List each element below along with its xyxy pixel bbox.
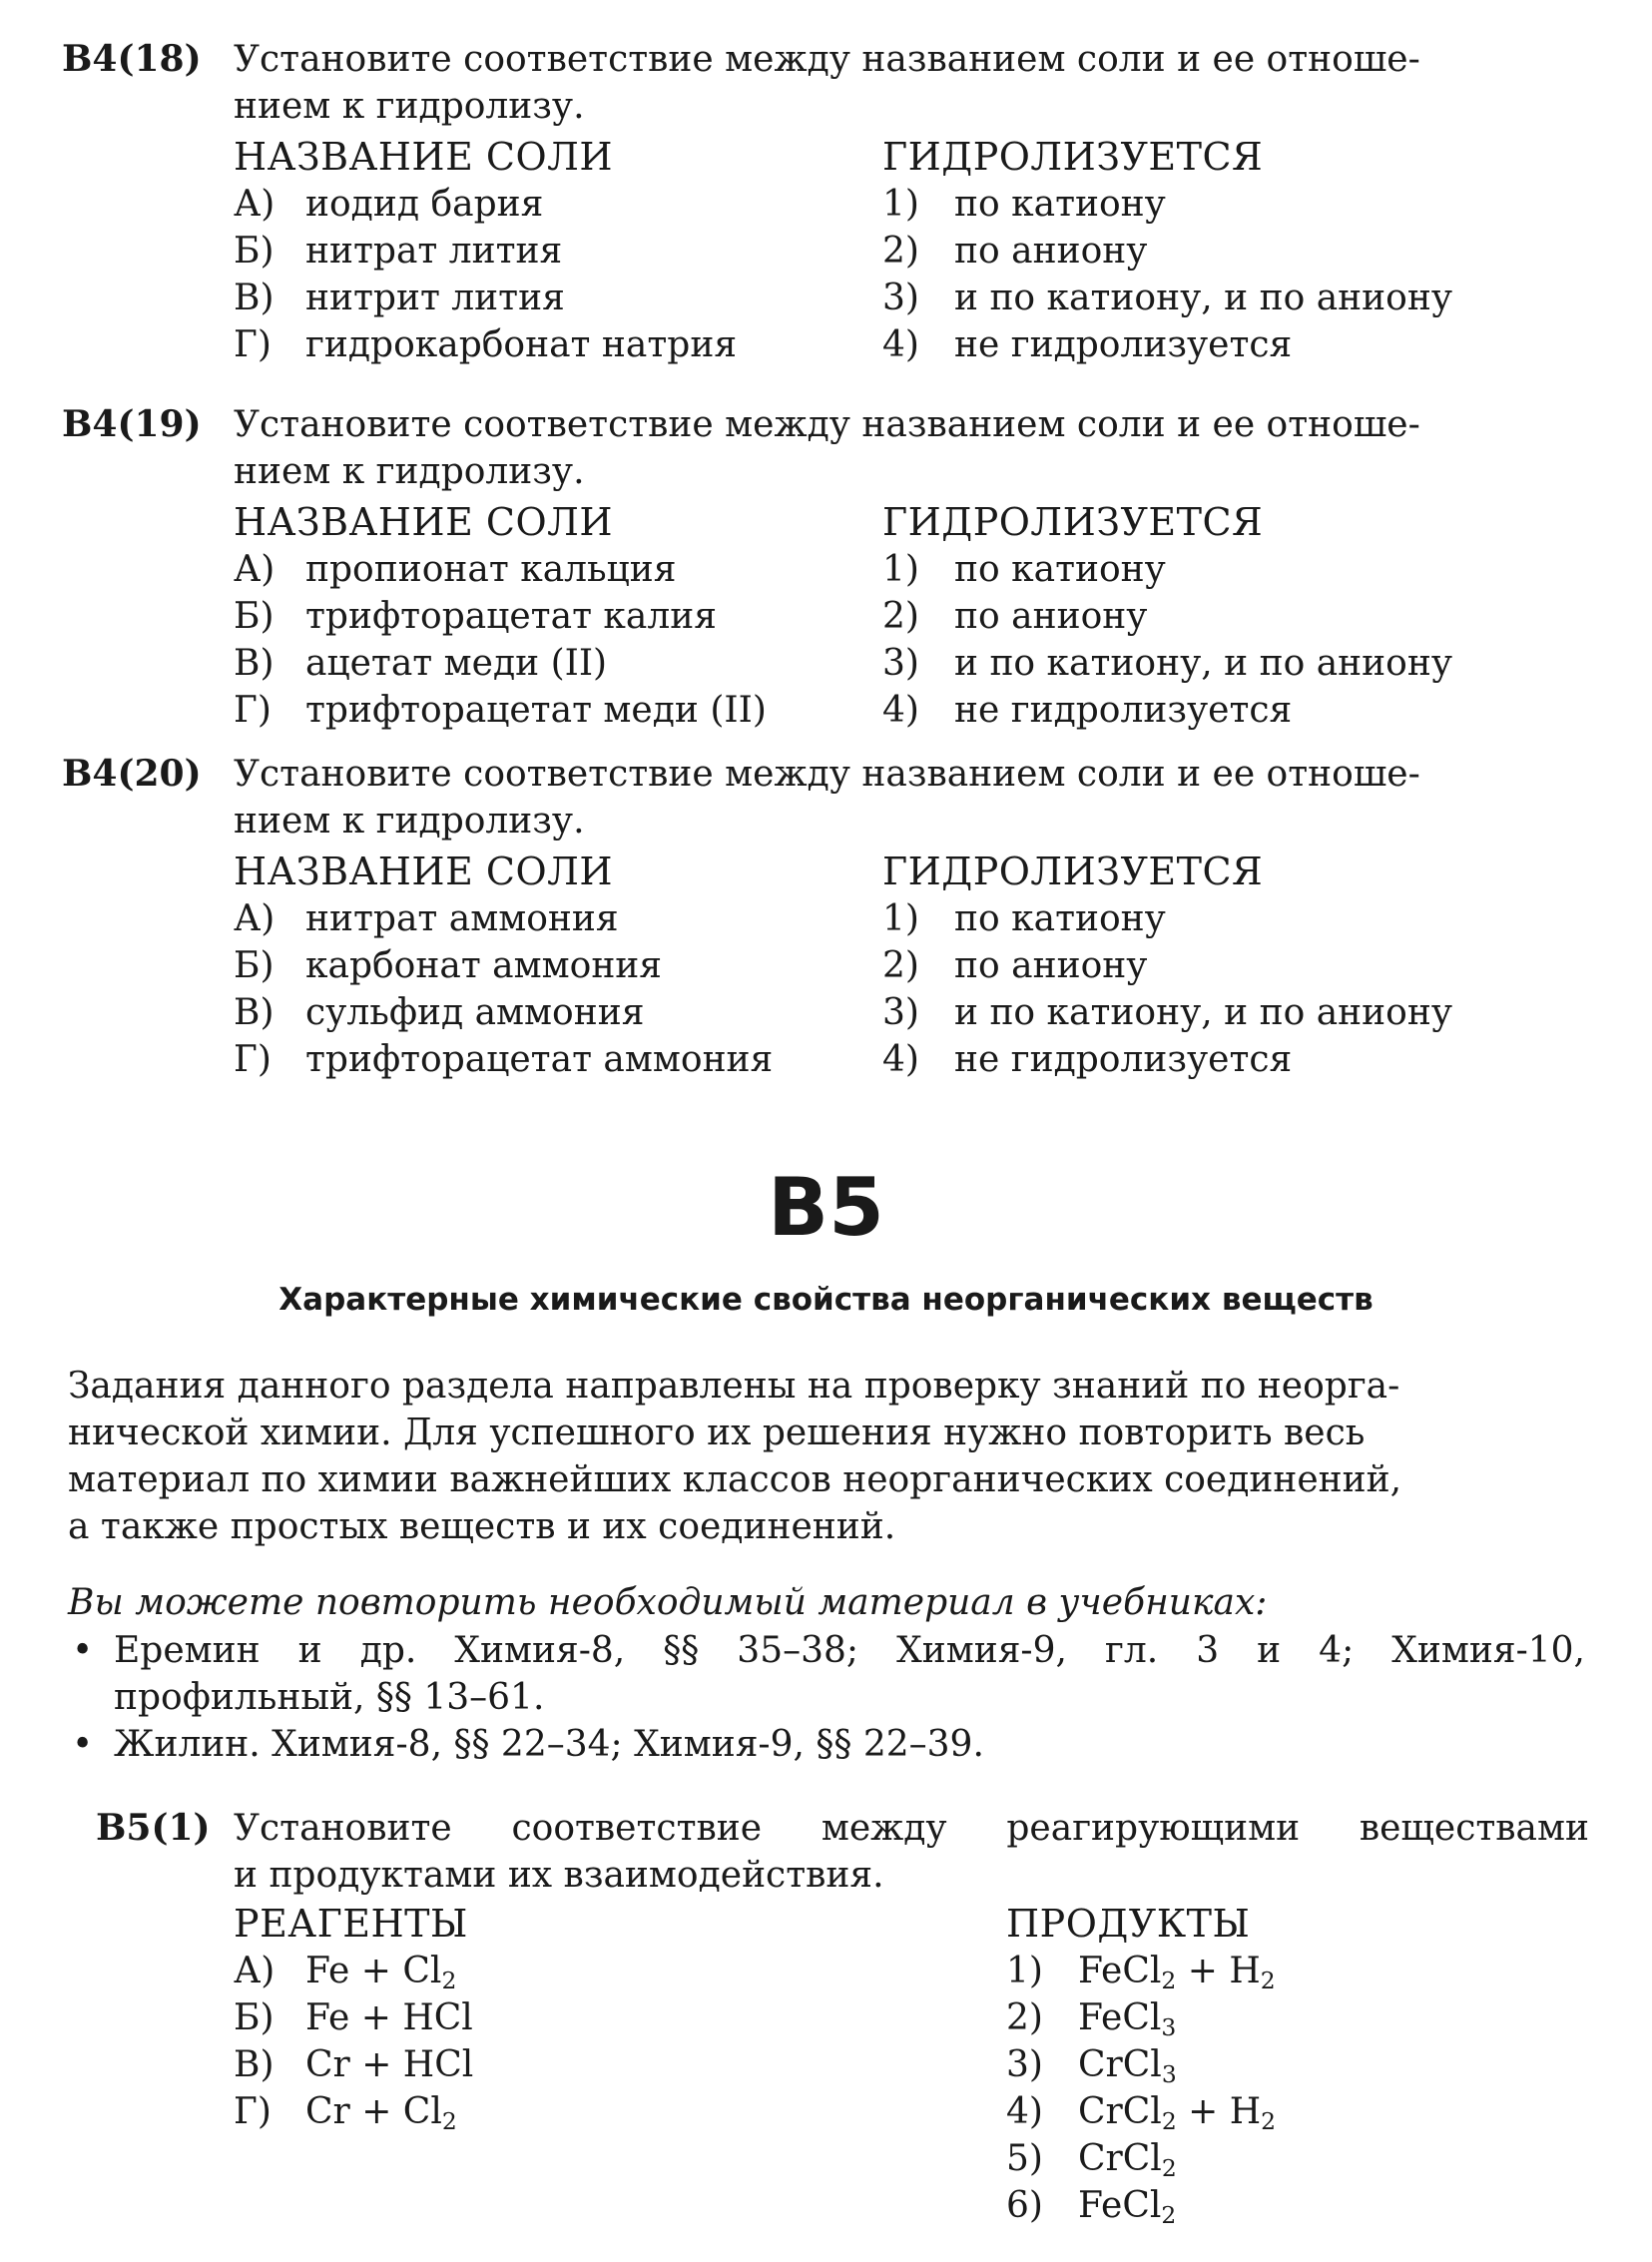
product-item: 4) CrCl$_2$ + $H_2$ [1006,2091,1277,2135]
list-item: Г) трифторацетат меди (II) [234,690,767,731]
formula: FeCl$_2$ + $H_2$ [1078,1951,1276,1994]
task-number: В4(19) [62,403,202,445]
formula: FeCl$_2$ [1078,2185,1177,2229]
product-item: 1) FeCl$_2$ + $H_2$ [1006,1951,1276,1994]
right-column-header: ГИДРОЛИЗУЕТСЯ [882,135,1264,179]
right-column [882,134,1452,368]
intro-line: а также простых веществ и их соединений. [68,1506,896,1547]
question-line: Установите соответствие между реагирующими веществами [234,1808,1589,1849]
intro-line: нической химии. Для успешного их решения нужно повторить весь [68,1413,1366,1453]
list-item: 1) по катиону [882,898,1166,939]
reagent-item: А) $Fe + Cl_2$ [234,1951,457,1994]
intro-line: Задания данного раздела направлены на проверку знаний по неорга- [68,1366,1400,1407]
question-line: нием к гидролизу. [234,801,585,842]
bullet-icon: • [72,1724,94,1765]
right-column-header: ГИДРОЛИЗУЕТСЯ [882,849,1264,893]
list-item: В) ацетат меди (II) [234,643,608,684]
left-column [234,848,773,1083]
formula: CrCl$_3$ [1078,2044,1177,2088]
reagents-list [234,1948,473,2135]
products-header: ПРОДУКТЫ [1006,1902,1251,1946]
task-b5-1 [62,1805,1589,2244]
list-item: Б) карбонат аммония [234,945,663,986]
list-item: А) иодид бария [234,184,544,225]
list-item: А) нитрат аммония [234,898,619,939]
section-title: В5 [768,1161,884,1254]
product-item: 2) FeCl$_3$ [1006,1997,1177,2041]
formula: FeCl$_3$ [1078,1997,1177,2041]
task-question [234,1805,1589,1899]
right-column [882,848,1452,1083]
question-line: нием к гидролизу. [234,451,585,492]
reagent-item: Г) $Cr + Cl_2$ [234,2091,457,2135]
list-item: 1) по катиону [882,549,1166,590]
task-question [234,401,1589,495]
list-item: • Еремин и др. Химия-8, §§ 35–38; Химия-9, гл. 3 и 4; Химия-10, профильный, §§ 13–61. [68,1627,1585,1721]
question-line: нием к гидролизу. [234,86,585,127]
reagent-item: В) Cr + HCl [234,2044,474,2085]
list-item: 4) не гидролизуется [882,324,1293,365]
question-line: и продуктами их взаимодействия. [234,1855,884,1896]
left-column-header: НАЗВАНИЕ СОЛИ [234,135,613,179]
list-item: В) нитрит лития [234,278,565,318]
formula: Cr + HCl [305,2044,474,2085]
task-number: В5(1) [96,1807,211,1849]
left-column-header: НАЗВАНИЕ СОЛИ [234,849,613,893]
section-intro [68,1363,1585,1550]
reagents-column [234,1901,473,2135]
section-subtitle: Характерные химические свойства неорганических веществ [278,1282,1374,1318]
task-b4-18 [62,36,1589,385]
reagent-item: Б) Fe + HCl [234,1997,473,2038]
formula: $Fe + Cl_2$ [305,1951,457,1994]
question-line: Установите соответствие между названием соли и ее отноше- [234,39,1420,80]
list-item: • Жилин. Химия-8, §§ 22–34; Химия-9, §§ 22–39. [68,1721,1585,1768]
list-item: 3) и по катиону, и по аниону [882,278,1453,318]
formula: CrCl$_2$ + $H_2$ [1078,2091,1277,2135]
list-item: 2) по аниону [882,231,1148,272]
list-item: Б) трифторацетат калия [234,596,717,637]
references-title: Вы можете повторить необходимый материал в учебниках: [68,1582,1268,1623]
list-item: 3) и по катиону, и по аниону [882,992,1453,1033]
list-item: В) сульфид аммония [234,992,645,1033]
references-list [68,1627,1585,1768]
bullet-icon: • [72,1630,94,1671]
task-number: В4(20) [62,753,202,795]
right-column-header: ГИДРОЛИЗУЕТСЯ [882,500,1264,544]
list-item: А) пропионат кальция [234,549,677,590]
list-item: Г) трифторацетат аммония [234,1039,774,1080]
formula: Fe + HCl [305,1997,473,2038]
products-list [1006,1948,1276,2229]
task-question [234,751,1589,845]
task-b4-20 [62,751,1589,1100]
product-item: 5) CrCl$_2$ [1006,2138,1177,2182]
right-column [882,499,1452,734]
list-item: Б) нитрат лития [234,231,563,272]
reagents-header: РЕАГЕНТЫ [234,1902,468,1946]
task-question [234,36,1589,130]
formula: CrCl$_2$ [1078,2138,1177,2182]
task-number: В4(18) [62,38,202,80]
left-column-header: НАЗВАНИЕ СОЛИ [234,500,613,544]
list-item: 2) по аниону [882,945,1148,986]
left-column [234,134,737,368]
list-item: 2) по аниону [882,596,1148,637]
intro-line: материал по химии важнейших классов неорганических соединений, [68,1459,1402,1500]
list-item: 3) и по катиону, и по аниону [882,643,1453,684]
task-b4-19 [62,401,1589,751]
question-line: Установите соответствие между названием соли и ее отноше- [234,404,1420,445]
list-item: 4) не гидролизуется [882,1039,1293,1080]
product-item: 3) CrCl$_3$ [1006,2044,1177,2088]
product-item: 6) FeCl$_2$ [1006,2185,1177,2229]
products-column [1006,1901,1276,2229]
formula: $Cr + Cl_2$ [305,2091,457,2135]
list-item: 4) не гидролизуется [882,690,1293,731]
question-line: Установите соответствие между названием соли и ее отноше- [234,754,1420,795]
list-item: Г) гидрокарбонат натрия [234,324,738,365]
left-column [234,499,767,734]
list-item: 1) по катиону [882,184,1166,225]
